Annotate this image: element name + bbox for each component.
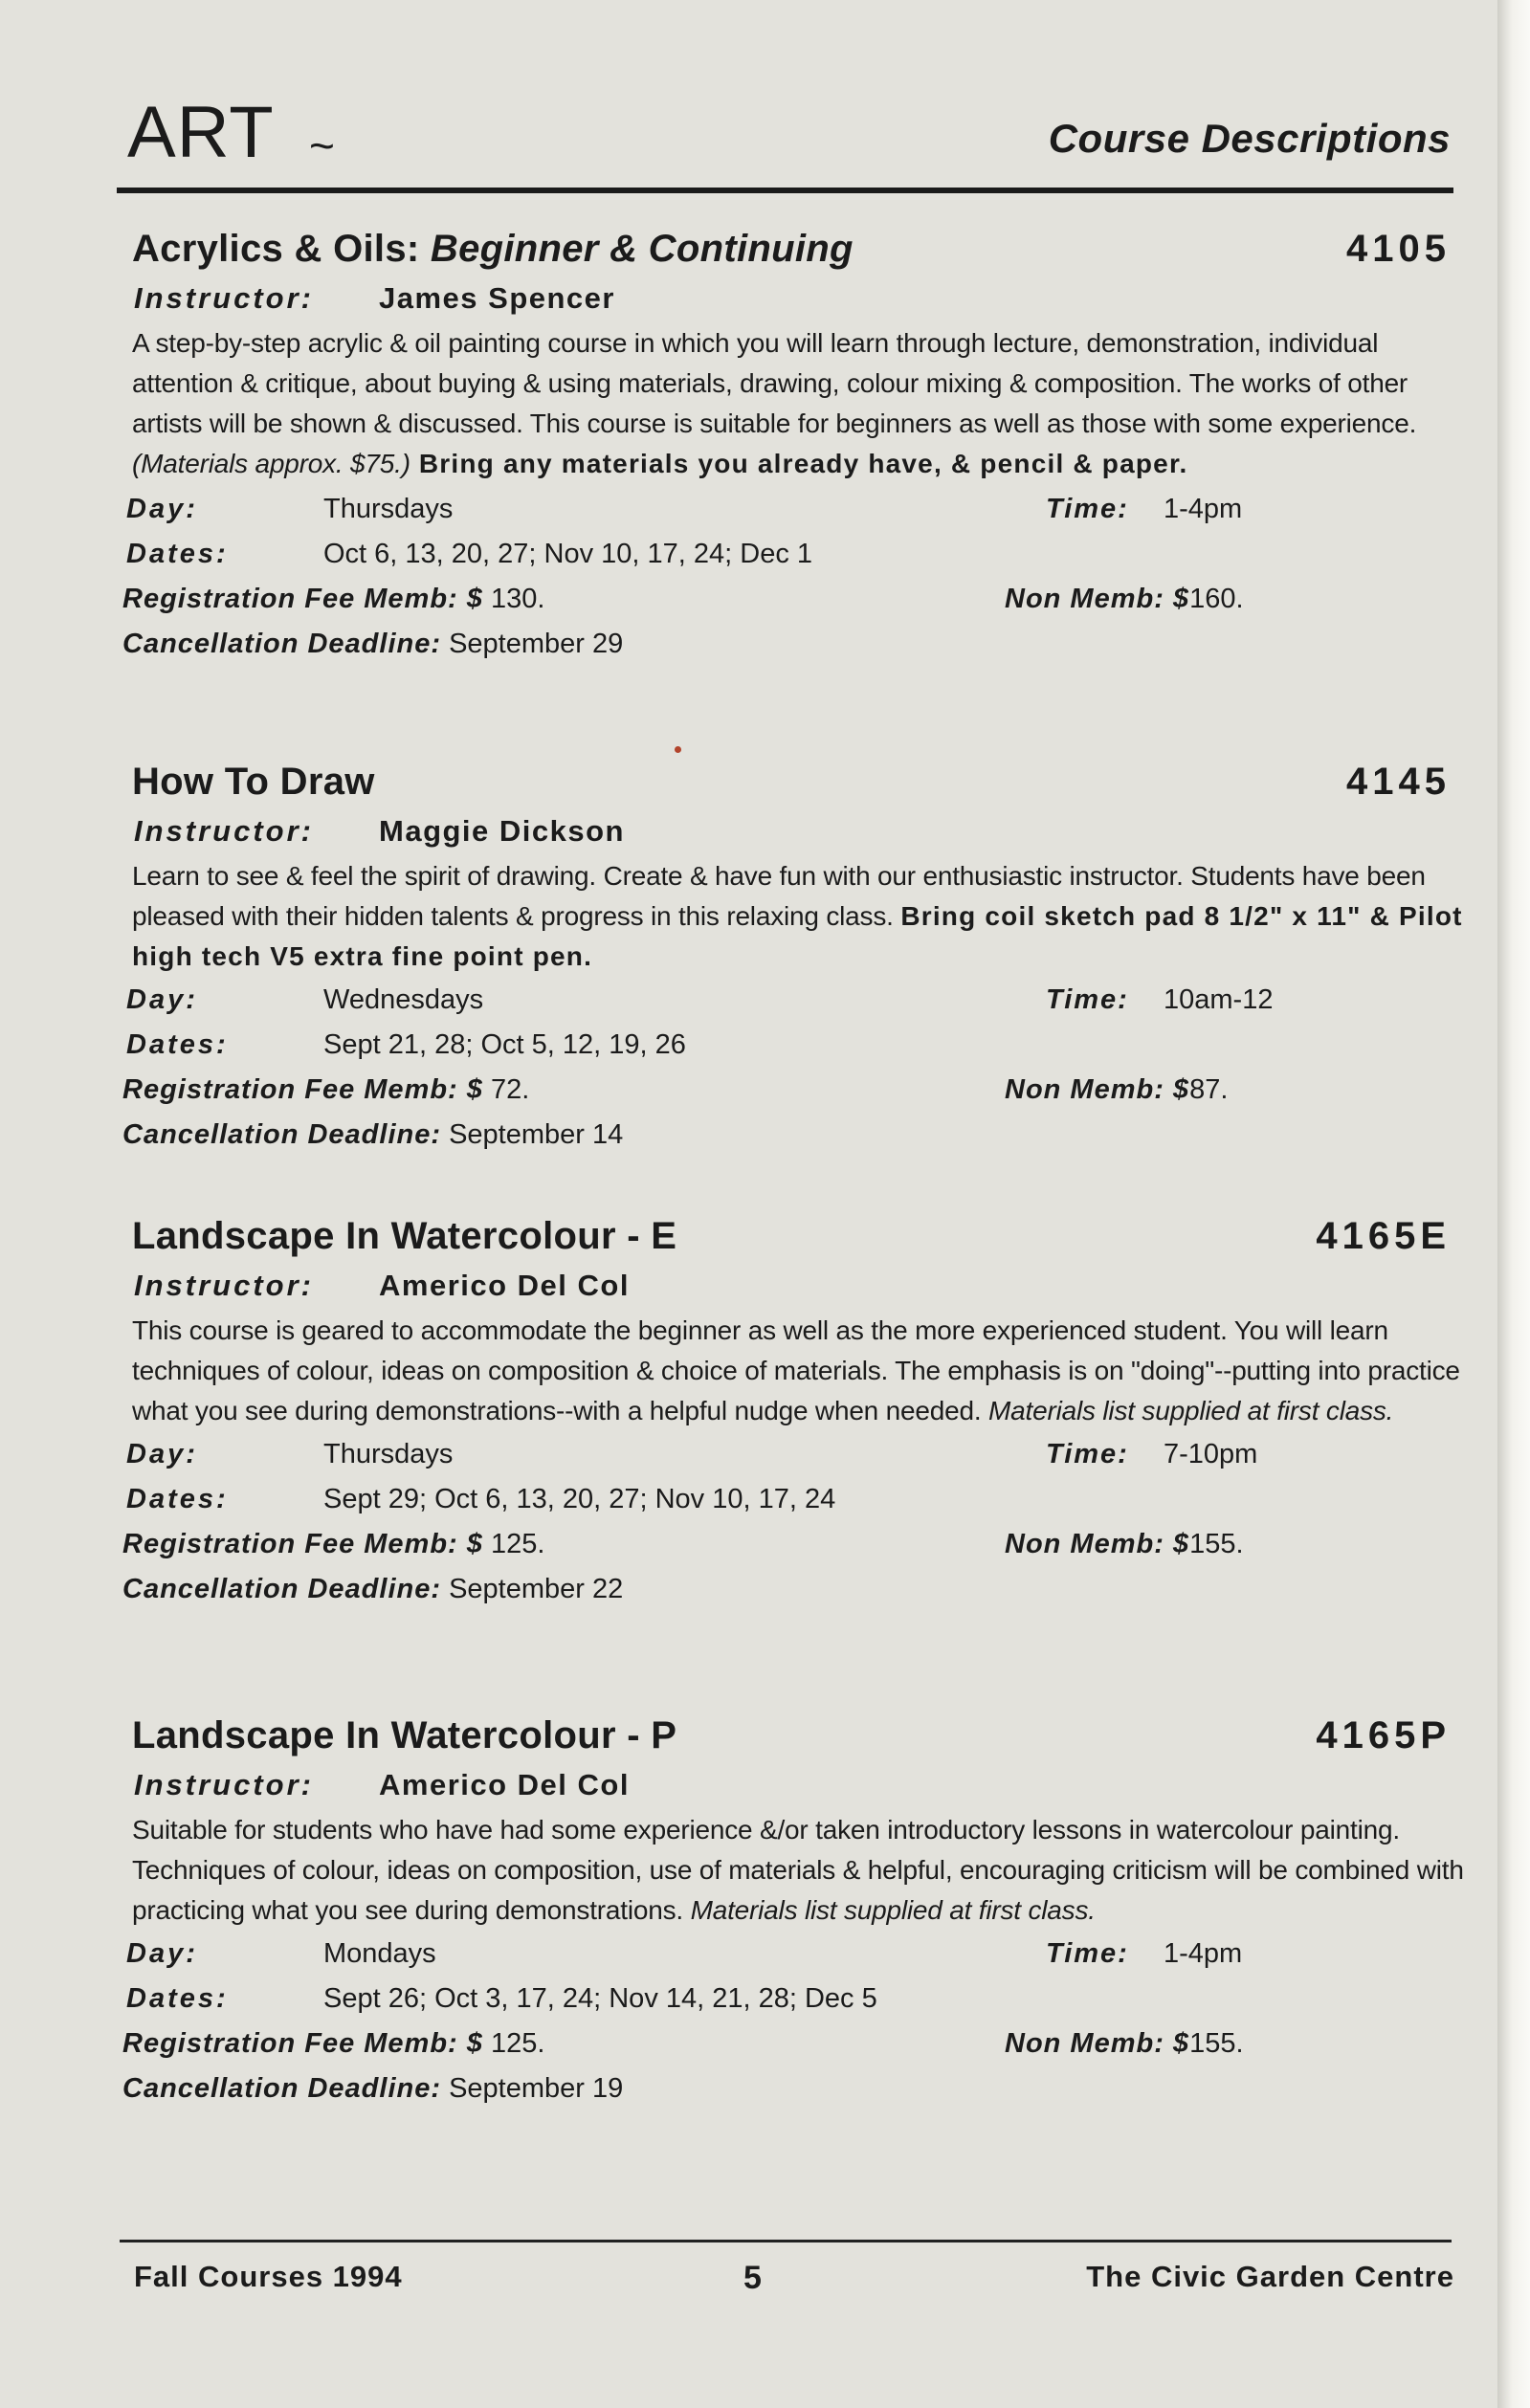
page-number: 5: [743, 2260, 763, 2296]
registration-fee-label: Registration Fee Memb: $: [122, 2028, 483, 2059]
description-text: Suitable for students who have had some experience &/or taken introductory lessons in watercolour painting. Techniques of colour, ideas on composition, use of materials & helpful, encouraging criticism will be combined with practicing what you see during demonstrations.: [132, 1815, 1464, 1925]
non-member-fee-value: 160.: [1189, 584, 1244, 614]
course-title-main: Landscape In Watercolour - E: [132, 1215, 677, 1257]
course-title: [122, 1215, 1481, 1269]
course-code: 4145: [1346, 761, 1451, 803]
registration-fee-label: Registration Fee Memb: $: [122, 584, 483, 614]
non-member-fee-label: Non Memb: $: [1005, 1529, 1190, 1559]
footer-season: Fall Courses 1994: [134, 2260, 403, 2293]
course-title-text: [132, 228, 854, 271]
instructor-label: Instructor:: [134, 814, 314, 848]
cancellation-label: Cancellation Deadline:: [122, 1119, 442, 1150]
instructor-name: Americo Del Col: [379, 1269, 630, 1302]
day-label: Day:: [126, 1439, 198, 1469]
instructor-label: Instructor:: [134, 281, 314, 315]
dates-value: Sept 29; Oct 6, 13, 20, 27; Nov 10, 17, 24: [323, 1484, 836, 1514]
section-title: ART: [127, 92, 275, 173]
course-description: [132, 1311, 1476, 1431]
instructor-name: James Spencer: [379, 281, 615, 315]
registration-fee-value: 130.: [482, 584, 545, 614]
cancellation-row: [122, 1570, 1481, 1615]
dates-label: Dates:: [126, 1484, 229, 1514]
registration-fee-value: 72.: [482, 1074, 530, 1105]
non-member-fee: [1005, 1529, 1244, 1560]
dates-value: Sept 21, 28; Oct 5, 12, 19, 26: [323, 1029, 686, 1060]
course-title: [122, 228, 1481, 281]
course-code: 4165E: [1316, 1215, 1451, 1257]
course-title-main: Landscape In Watercolour - P: [132, 1714, 677, 1756]
time-label: Time:: [1046, 1439, 1129, 1469]
course-code: 4165P: [1316, 1714, 1451, 1756]
time-value: 7-10pm: [1164, 1439, 1258, 1469]
day-label: Day:: [126, 494, 198, 524]
description-bold: Bring coil sketch pad 8 1/2" x 11" & Pilot high tech V5 extra fine point pen.: [132, 901, 1463, 971]
description-italic: (Materials approx. $75.): [132, 449, 410, 478]
cancellation-deadline: [122, 1119, 623, 1151]
fee-row: [122, 1525, 1481, 1570]
non-member-fee-label: Non Memb: $: [1005, 584, 1190, 614]
registration-fee-value: 125.: [482, 2028, 545, 2059]
registration-fee: [122, 1529, 544, 1560]
cancellation-value: September 29: [441, 629, 624, 659]
course-title: [122, 1714, 1481, 1768]
day-value: Mondays: [323, 1938, 436, 1969]
instructor-label: Instructor:: [134, 1269, 314, 1302]
course-title-text: [132, 1714, 676, 1757]
cancellation-label: Cancellation Deadline:: [122, 629, 442, 659]
cancellation-value: September 14: [441, 1119, 624, 1150]
description-italic: Materials list supplied at first class.: [988, 1396, 1394, 1425]
registration-fee-value: 125.: [482, 1529, 545, 1559]
dates-label: Dates:: [126, 1029, 229, 1060]
description-italic: Materials list supplied at first class.: [690, 1895, 1096, 1925]
instructor-label: Instructor:: [134, 1768, 314, 1801]
registration-fee: [122, 2028, 544, 2060]
cancellation-row: [122, 1116, 1481, 1160]
page-edge: [1497, 0, 1530, 2408]
non-member-fee-label: Non Memb: $: [1005, 1074, 1190, 1105]
description-text: A step-by-step acrylic & oil painting course in which you will learn through lecture, demonstration, individual attention & critique, about buying & using materials, drawing, colour mixing & composition. The works of other artists will be shown & discussed. This course is suitable for beginners as well as those with some experience.: [132, 328, 1417, 438]
non-member-fee-value: 155.: [1189, 1529, 1244, 1559]
footer-rule: [120, 2240, 1452, 2242]
non-member-fee: [1005, 2028, 1244, 2060]
dates-value: Sept 26; Oct 3, 17, 24; Nov 14, 21, 28; Dec 5: [323, 1983, 877, 2014]
cancellation-row: [122, 2069, 1481, 2114]
day-row: [122, 981, 1481, 1026]
time-value: 1-4pm: [1164, 1938, 1243, 1969]
course-block: [122, 228, 1481, 670]
cancellation-deadline: [122, 1574, 623, 1605]
fee-row: [122, 580, 1481, 625]
description-bold: Bring any materials you already have, & pencil & paper.: [410, 449, 1188, 478]
course-title-text: [132, 1215, 676, 1258]
time-value: 10am-12: [1164, 984, 1274, 1015]
cancellation-label: Cancellation Deadline:: [122, 2073, 442, 2104]
course-block: [122, 1215, 1481, 1615]
non-member-fee: [1005, 584, 1244, 615]
footer-organization: The Civic Garden Centre: [1086, 2260, 1454, 2293]
dates-row: [122, 1979, 1481, 2024]
ink-speck: [675, 746, 681, 753]
registration-fee: [122, 1074, 529, 1106]
time-label: Time:: [1046, 494, 1129, 524]
instructor-line: [122, 1269, 1481, 1311]
dates-label: Dates:: [126, 1983, 229, 2014]
header-rule: [117, 188, 1453, 193]
day-row: [122, 490, 1481, 535]
dates-row: [122, 1480, 1481, 1525]
cancellation-value: September 19: [441, 2073, 624, 2104]
page-footer: [134, 2260, 1454, 2308]
cancellation-value: September 22: [441, 1574, 624, 1604]
time-label: Time:: [1046, 1938, 1129, 1969]
registration-fee-label: Registration Fee Memb: $: [122, 1074, 483, 1105]
non-member-fee: [1005, 1074, 1228, 1106]
time-value: 1-4pm: [1164, 494, 1243, 524]
course-title-main: Acrylics & Oils:: [132, 228, 431, 270]
day-label: Day:: [126, 1938, 198, 1969]
day-row: [122, 1435, 1481, 1480]
course-title-text: [132, 761, 375, 804]
dates-label: Dates:: [126, 539, 229, 569]
page-header: [127, 91, 1451, 187]
section-subtitle: Course Descriptions: [1048, 116, 1451, 161]
course-title-italic: Beginner & Continuing: [430, 228, 854, 270]
registration-fee: [122, 584, 544, 615]
day-value: Thursdays: [323, 494, 454, 524]
description-text: This course is geared to accommodate the beginner as well as the more experienced student. You will learn techniques of colour, ideas on composition & choice of materials. The emphasis is on "doing"--putting into practice what you see during demonstrations--with a helpful nudge when needed.: [132, 1315, 1460, 1425]
dates-value: Oct 6, 13, 20, 27; Nov 10, 17, 24; Dec 1: [323, 539, 813, 569]
cancellation-label: Cancellation Deadline:: [122, 1574, 442, 1604]
dates-row: [122, 1026, 1481, 1071]
instructor-line: [122, 1768, 1481, 1810]
non-member-fee-value: 87.: [1189, 1074, 1229, 1105]
non-member-fee-value: 155.: [1189, 2028, 1244, 2059]
day-value: Wednesdays: [323, 984, 484, 1015]
course-description: [132, 856, 1476, 977]
dates-row: [122, 535, 1481, 580]
course-description: [132, 1810, 1476, 1931]
course-description: [132, 323, 1476, 484]
registration-fee-label: Registration Fee Memb: $: [122, 1529, 483, 1559]
course-block: [122, 761, 1481, 1160]
course-title-main: How To Draw: [132, 761, 375, 803]
course-block: [122, 1714, 1481, 2114]
day-label: Day:: [126, 984, 198, 1015]
instructor-line: [122, 281, 1481, 323]
non-member-fee-label: Non Memb: $: [1005, 2028, 1190, 2059]
instructor-line: [122, 814, 1481, 856]
title-tilde: ~: [309, 121, 335, 170]
cancellation-row: [122, 625, 1481, 670]
fee-row: [122, 2024, 1481, 2069]
cancellation-deadline: [122, 629, 623, 660]
instructor-name: Americo Del Col: [379, 1768, 630, 1801]
description-text: Learn to see & feel the spirit of drawing. Create & have fun with our enthusiastic instructor. Students have been pleased with their hidden talents & progress in this relaxing class.: [132, 861, 1426, 931]
day-row: [122, 1934, 1481, 1979]
time-label: Time:: [1046, 984, 1129, 1015]
course-title: [122, 761, 1481, 814]
course-code: 4105: [1346, 228, 1451, 270]
fee-row: [122, 1071, 1481, 1116]
day-value: Thursdays: [323, 1439, 454, 1469]
instructor-name: Maggie Dickson: [379, 814, 625, 848]
cancellation-deadline: [122, 2073, 623, 2105]
